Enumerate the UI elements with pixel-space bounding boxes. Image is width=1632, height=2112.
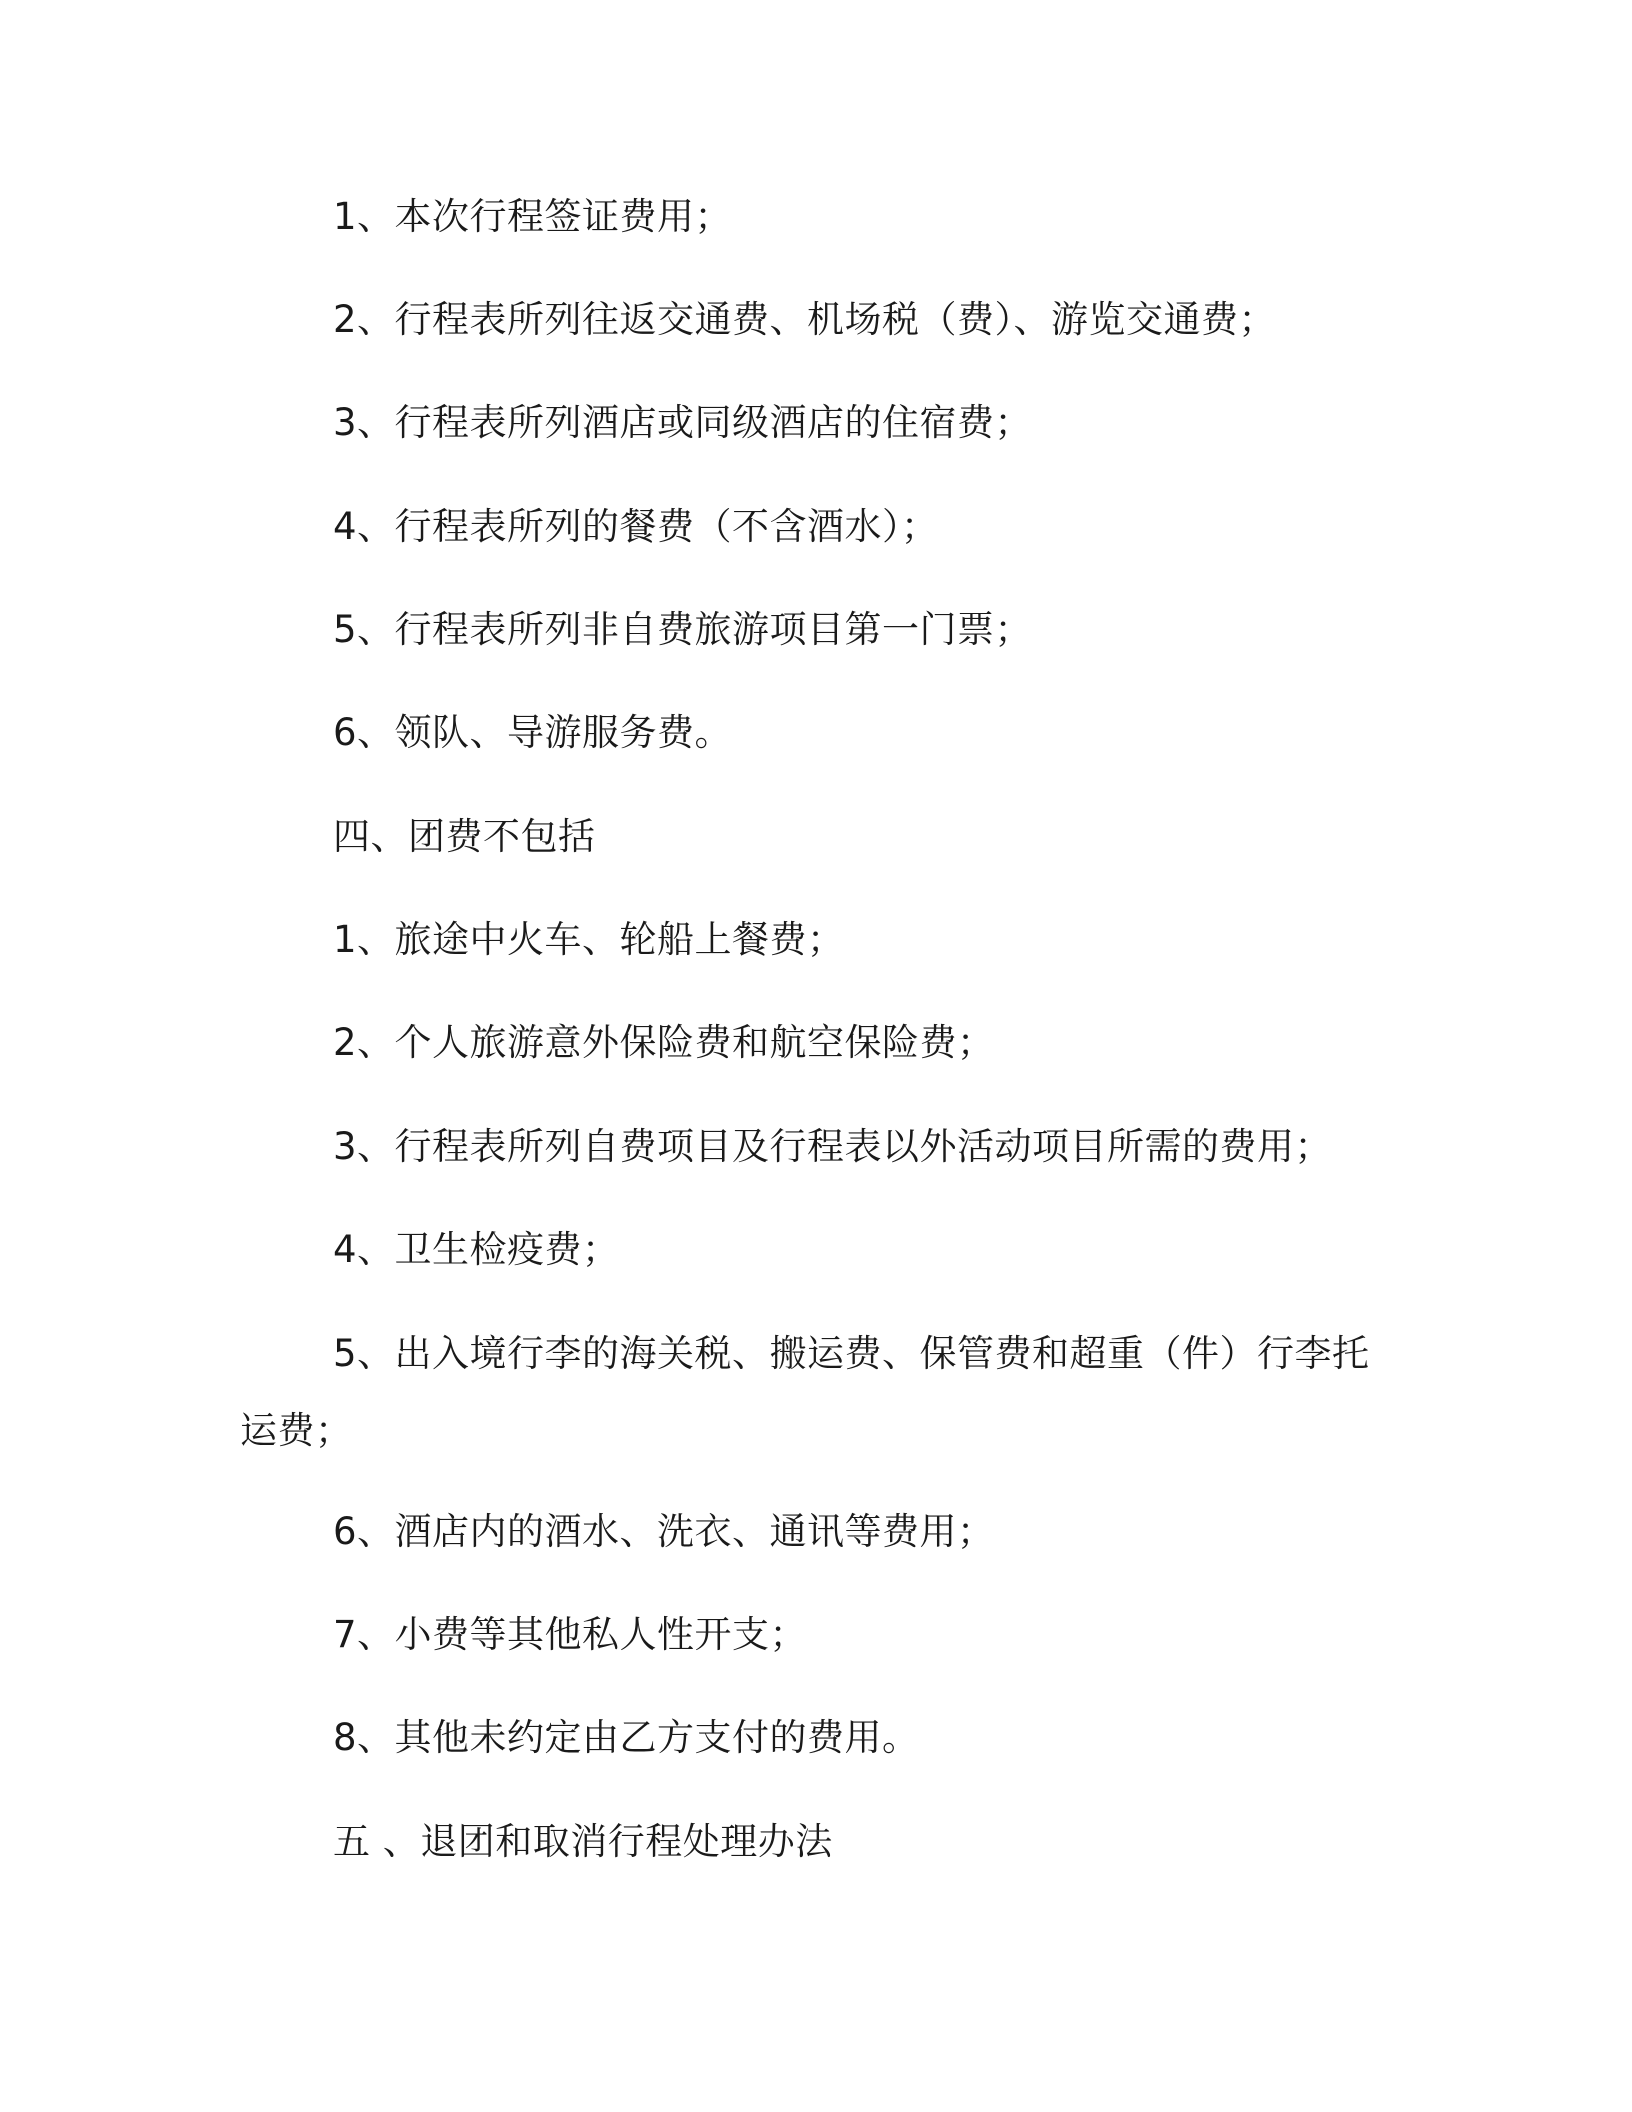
excluded-item-3: 3、行程表所列自费项目及行程表以外活动项目所需的费用；	[333, 1125, 1333, 1168]
section-5-heading: 五 、退团和取消行程处理办法	[333, 1820, 833, 1863]
included-item-1: 1、本次行程签证费用；	[333, 195, 733, 238]
excluded-item-2: 2、个人旅游意外保险费和航空保险费；	[333, 1021, 995, 1064]
included-item-4: 4、行程表所列的餐费（不含酒水）；	[333, 505, 939, 548]
excluded-item-5: 5、出入境行李的海关税、搬运费、保管费和超重（件）行李托运费；	[240, 1332, 1370, 1452]
excluded-item-7: 7、小费等其他私人性开支；	[333, 1613, 808, 1656]
excluded-item-8: 8、其他未约定由乙方支付的费用。	[333, 1716, 920, 1759]
included-item-6: 6、领队、导游服务费。	[333, 711, 733, 754]
included-item-5: 5、行程表所列非自费旅游项目第一门票；	[333, 608, 1033, 651]
included-item-2: 2、行程表所列往返交通费、机场税（费）、游览交通费；	[333, 298, 1277, 341]
excluded-item-4: 4、卫生检疫费；	[333, 1228, 620, 1271]
section-4-heading: 四、团费不包括	[333, 815, 596, 858]
included-item-3: 3、行程表所列酒店或同级酒店的住宿费；	[333, 401, 1033, 444]
excluded-item-6: 6、酒店内的酒水、洗衣、通讯等费用；	[333, 1510, 995, 1553]
excluded-item-1: 1、旅途中火车、轮船上餐费；	[333, 918, 845, 961]
